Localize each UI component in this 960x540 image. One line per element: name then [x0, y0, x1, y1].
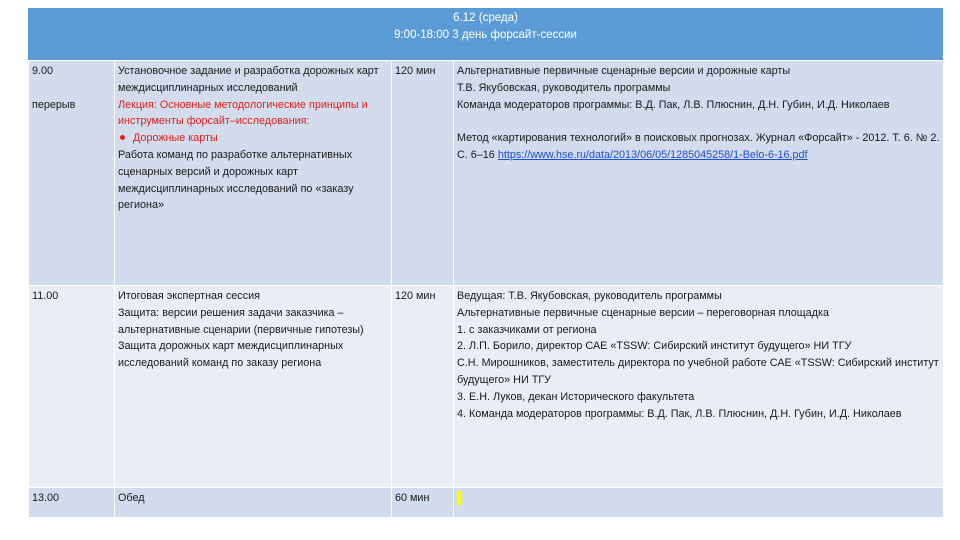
details-cell [454, 286, 944, 488]
details-line: Альтернативные первичные сценарные версии – переговорная площадка [457, 306, 829, 319]
time-value: 11.00 [32, 290, 59, 302]
details-reference [457, 130, 940, 164]
details-cell [454, 488, 944, 518]
activity-text: Итоговая экспертная сессия [118, 290, 260, 302]
time-cell [29, 286, 115, 488]
details-title: Альтернативные первичные сценарные версии и дорожные карты [457, 65, 791, 77]
reference-link[interactable]: https://www.hse.ru/data/2013/06/05/1285045258/1-Belo-6-16.pdf [497, 149, 808, 162]
table-row [29, 488, 944, 518]
time-cell [29, 488, 115, 518]
details-line: 3. Е.Н. Луков, декан Исторического факультета [457, 390, 695, 403]
header-date: 6.12 (среда) [453, 12, 518, 24]
duration-cell [392, 61, 454, 286]
details-line: 2. Л.П. Борило, директор САЕ «TSSW: Сибирский институт будущего» НИ ТГУ [457, 340, 852, 353]
activity-text: Защита дорожных карт междисциплинарных исследований команд по заказу региона [118, 340, 344, 370]
header-subtitle: 9:00-18:00 3 день форсайт-сессии [394, 29, 577, 41]
day-header [28, 8, 943, 60]
time-value: 9.00 [32, 65, 54, 77]
break-note: перерыв [32, 98, 76, 111]
details-team: Команда модераторов программы: В.Д. Пак, Л.В. Плюснин, Д.Н. Губин, И.Д. Николаев [457, 98, 890, 111]
duration-cell [392, 488, 454, 518]
bullet-item [118, 130, 388, 147]
duration-value: 120 мин [395, 290, 436, 302]
schedule-sheet [28, 8, 943, 518]
activity-text: Обед [118, 492, 145, 504]
details-line: 4. Команда модераторов программы: В.Д. Пак, Л.В. Плюснин, Д.Н. Губин, И.Д. Николаев [457, 407, 902, 420]
lecture-text: Лекция: Основные методологические принципы и инструменты форсайт–исследования: [118, 98, 368, 128]
team-work-text: Работа команд по разработке альтернативных сценарных версий и дорожных карт междисциплинарных исследований по «заказу региона» [118, 148, 354, 212]
details-line: Ведущая: Т.В. Якубовская, руководитель программы [457, 290, 722, 302]
activity-text: Установочное задание и разработка дорожных карт междисциплинарных исследований [118, 65, 379, 94]
details-cell [454, 61, 944, 286]
activity-cell [115, 488, 392, 518]
activity-cell [115, 286, 392, 488]
reference-text: Метод «картирования технологий» в поисковых прогнозах. Журнал «Форсайт» - 2012. Т. 6. № 2. С. 6–16 [457, 132, 940, 162]
time-cell [29, 61, 115, 286]
activity-text: Защита: версии решения задачи заказчика – альтернативные сценарии (первичные гипотезы) [118, 306, 364, 336]
time-value: 13.00 [32, 492, 60, 504]
schedule-table [28, 60, 944, 518]
text-cursor-highlight [457, 491, 461, 505]
duration-value: 60 мин [395, 492, 430, 504]
duration-cell [392, 286, 454, 488]
bullet-dot-icon [120, 135, 125, 140]
details-line: 1. с заказчиками от региона [457, 323, 597, 336]
table-row [29, 286, 944, 488]
details-line: С.Н. Мирошников, заместитель директора по учебной работе САЕ «TSSW: Сибирский институт будущего» НИ ТГУ [457, 357, 939, 386]
bullet-text: Дорожные карты [133, 132, 218, 145]
details-lead: Т.В. Якубовская, руководитель программы [457, 81, 671, 94]
duration-value: 120 мин [395, 65, 436, 77]
table-row [29, 61, 944, 286]
activity-cell [115, 61, 392, 286]
